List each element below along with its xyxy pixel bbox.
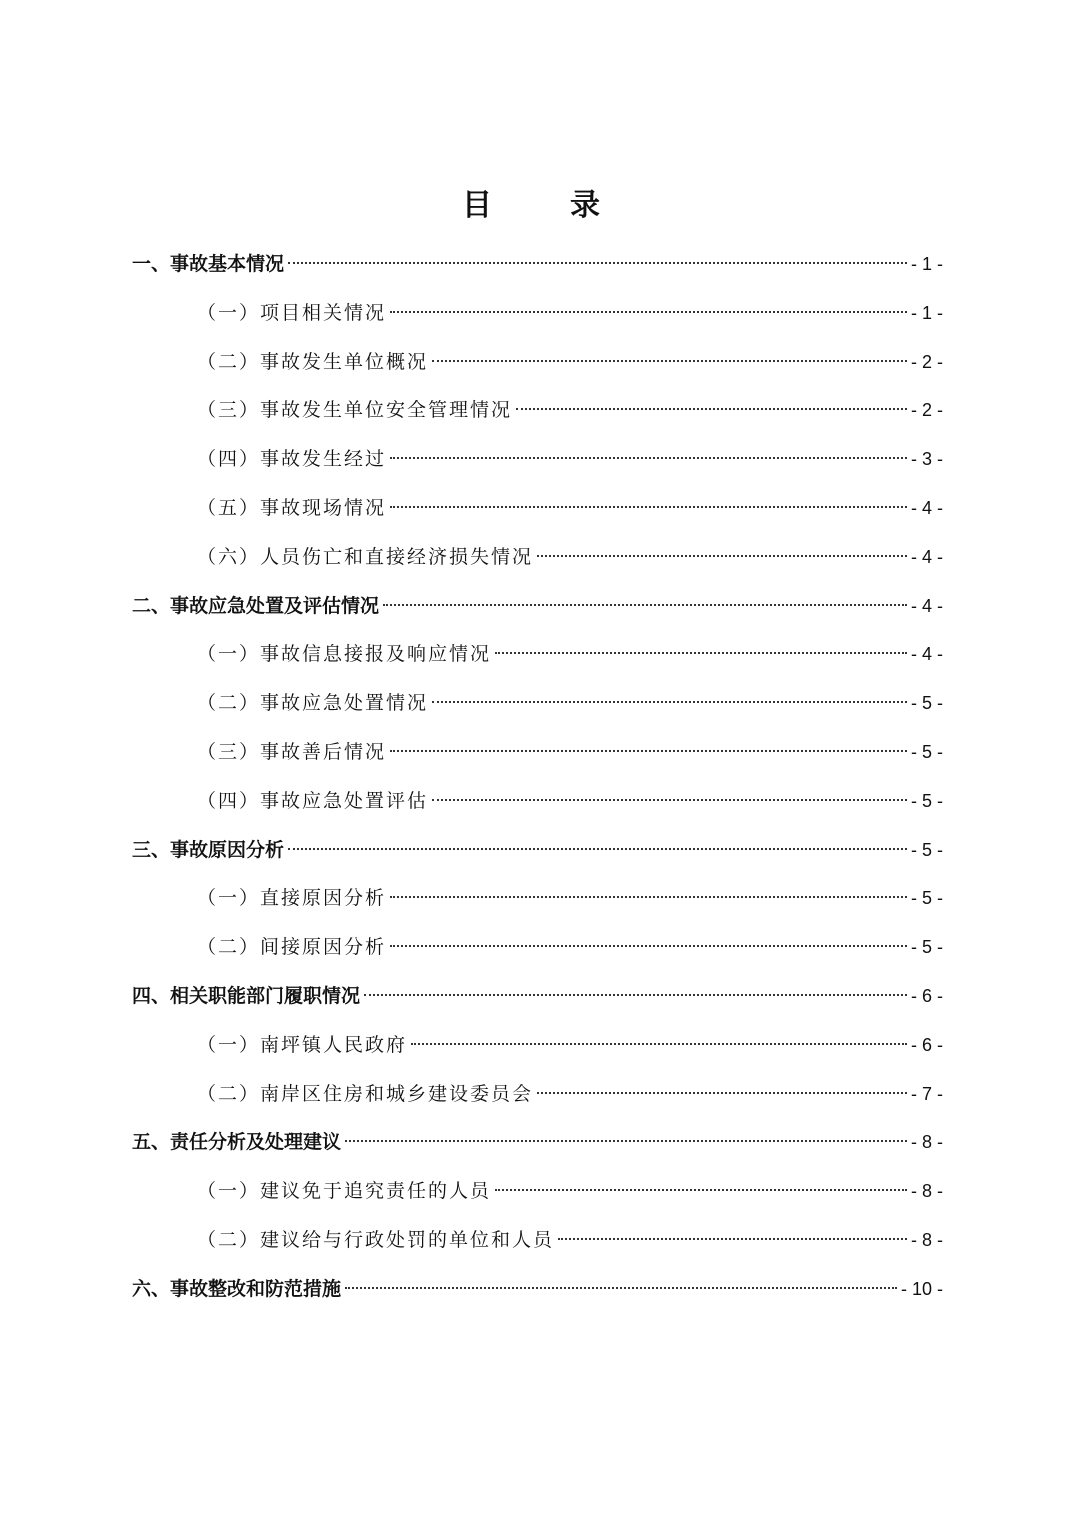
toc-dot-leader — [390, 506, 907, 508]
toc-subsection-entry[interactable] — [0, 1167, 1074, 1216]
toc-dot-leader — [558, 1238, 907, 1240]
toc-section-entry[interactable] — [0, 240, 1074, 289]
toc-entry-label: （六）人员伤亡和直接经济损失情况 — [197, 545, 534, 568]
toc-entry-label: （二）事故发生单位概况 — [197, 350, 429, 373]
toc-dot-leader — [390, 945, 907, 947]
toc-dot-leader — [390, 457, 907, 459]
toc-dot-leader — [537, 1092, 907, 1094]
toc-dot-leader — [288, 848, 907, 850]
toc-entry-label: （四）事故应急处置评估 — [197, 789, 429, 812]
toc-entry-label: 五、责任分析及处理建议 — [132, 1131, 342, 1154]
toc-page-number: - 5 - — [910, 839, 943, 860]
toc-dot-leader — [390, 311, 907, 313]
toc-dot-leader — [345, 1287, 897, 1289]
toc-page-number: - 5 - — [910, 693, 943, 714]
toc-dot-leader — [383, 604, 907, 606]
toc-subsection-entry[interactable] — [0, 435, 1074, 484]
toc-subsection-entry[interactable] — [0, 728, 1074, 777]
toc-entry-label: （一）项目相关情况 — [197, 301, 387, 324]
toc-page-number: - 7 - — [910, 1083, 943, 1104]
toc-subsection-entry[interactable] — [0, 289, 1074, 338]
toc-entry-label: 六、事故整改和防范措施 — [132, 1277, 342, 1300]
toc-section-entry[interactable] — [0, 1265, 1074, 1314]
toc-dot-leader — [390, 750, 907, 752]
toc-dot-leader — [364, 994, 907, 996]
toc-entry-label: （一）直接原因分析 — [197, 887, 387, 910]
toc-dot-leader — [516, 408, 907, 410]
toc-page-number: - 4 - — [910, 497, 943, 518]
toc-section-entry[interactable] — [0, 582, 1074, 631]
toc-section-entry[interactable] — [0, 1118, 1074, 1167]
toc-entry-label: （一）建议免于追究责任的人员 — [197, 1180, 492, 1203]
toc-dot-leader — [495, 1189, 907, 1191]
toc-section-entry[interactable] — [0, 826, 1074, 875]
toc-entry-label: 一、事故基本情况 — [132, 253, 285, 275]
toc-entry-label: （三）事故发生单位安全管理情况 — [197, 399, 513, 422]
toc-subsection-entry[interactable] — [0, 386, 1074, 435]
toc-dot-leader — [411, 1043, 907, 1045]
toc-subsection-entry[interactable] — [0, 533, 1074, 582]
toc-page-number: - 6 - — [910, 1034, 943, 1055]
toc-page-number: - 4 - — [910, 595, 943, 616]
toc-page-number: - 4 - — [910, 546, 943, 567]
toc-entry-label: （一）事故信息接报及响应情况 — [197, 643, 492, 666]
toc-entry-label: 二、事故应急处置及评估情况 — [132, 594, 380, 617]
toc-entry-label: （二）南岸区住房和城乡建设委员会 — [197, 1082, 534, 1105]
toc-dot-leader — [288, 262, 907, 264]
toc-page-number: - 1 - — [910, 254, 943, 274]
toc-subsection-entry[interactable] — [0, 1021, 1074, 1070]
toc-subsection-entry[interactable] — [0, 1070, 1074, 1119]
toc-page-number: - 2 - — [910, 351, 943, 372]
toc-dot-leader — [537, 555, 907, 557]
toc-title: 目 录 — [462, 188, 624, 223]
toc-subsection-entry[interactable] — [0, 923, 1074, 972]
toc-subsection-entry[interactable] — [0, 679, 1074, 728]
toc-section-entry[interactable] — [0, 972, 1074, 1021]
toc-entry-label: （三）事故善后情况 — [197, 740, 387, 763]
toc-page-number: - 4 - — [910, 644, 943, 665]
toc-page-number: - 6 - — [910, 985, 943, 1006]
toc-entry-label: 四、相关职能部门履职情况 — [132, 984, 361, 1007]
toc-dot-leader — [432, 701, 907, 703]
toc-entry-label: （五）事故现场情况 — [197, 496, 387, 519]
toc-dot-leader — [495, 652, 907, 654]
table-of-contents — [0, 240, 1074, 1314]
toc-subsection-entry[interactable] — [0, 484, 1074, 533]
toc-page-number: - 5 - — [910, 790, 943, 811]
toc-dot-leader — [390, 896, 907, 898]
toc-page-number: - 8 - — [910, 1181, 943, 1202]
toc-entry-label: （二）间接原因分析 — [197, 936, 387, 959]
toc-page-number: - 2 - — [910, 400, 943, 421]
toc-dot-leader — [432, 799, 907, 801]
toc-page-number: - 3 - — [910, 449, 943, 470]
toc-dot-leader — [432, 360, 907, 362]
toc-page-number: - 5 - — [910, 741, 943, 762]
toc-entry-label: （四）事故发生经过 — [197, 448, 387, 471]
toc-page-number: - 8 - — [910, 1132, 943, 1153]
toc-subsection-entry[interactable] — [0, 874, 1074, 923]
toc-entry-label: （一）南坪镇人民政府 — [197, 1033, 408, 1056]
toc-page-number: - 5 - — [910, 888, 943, 909]
toc-subsection-entry[interactable] — [0, 338, 1074, 387]
toc-dot-leader — [345, 1140, 907, 1142]
toc-page-number: - 5 - — [910, 937, 943, 958]
toc-entry-label: （二）事故应急处置情况 — [197, 692, 429, 715]
toc-page-number: - 1 - — [910, 302, 943, 323]
toc-entry-label: （二）建议给与行政处罚的单位和人员 — [197, 1228, 555, 1251]
toc-page-number: - 10 - — [900, 1278, 943, 1299]
toc-subsection-entry[interactable] — [0, 1216, 1074, 1265]
toc-entry-label: 三、事故原因分析 — [132, 838, 285, 861]
toc-subsection-entry[interactable] — [0, 777, 1074, 826]
toc-subsection-entry[interactable] — [0, 630, 1074, 679]
toc-page-number: - 8 - — [910, 1229, 943, 1250]
